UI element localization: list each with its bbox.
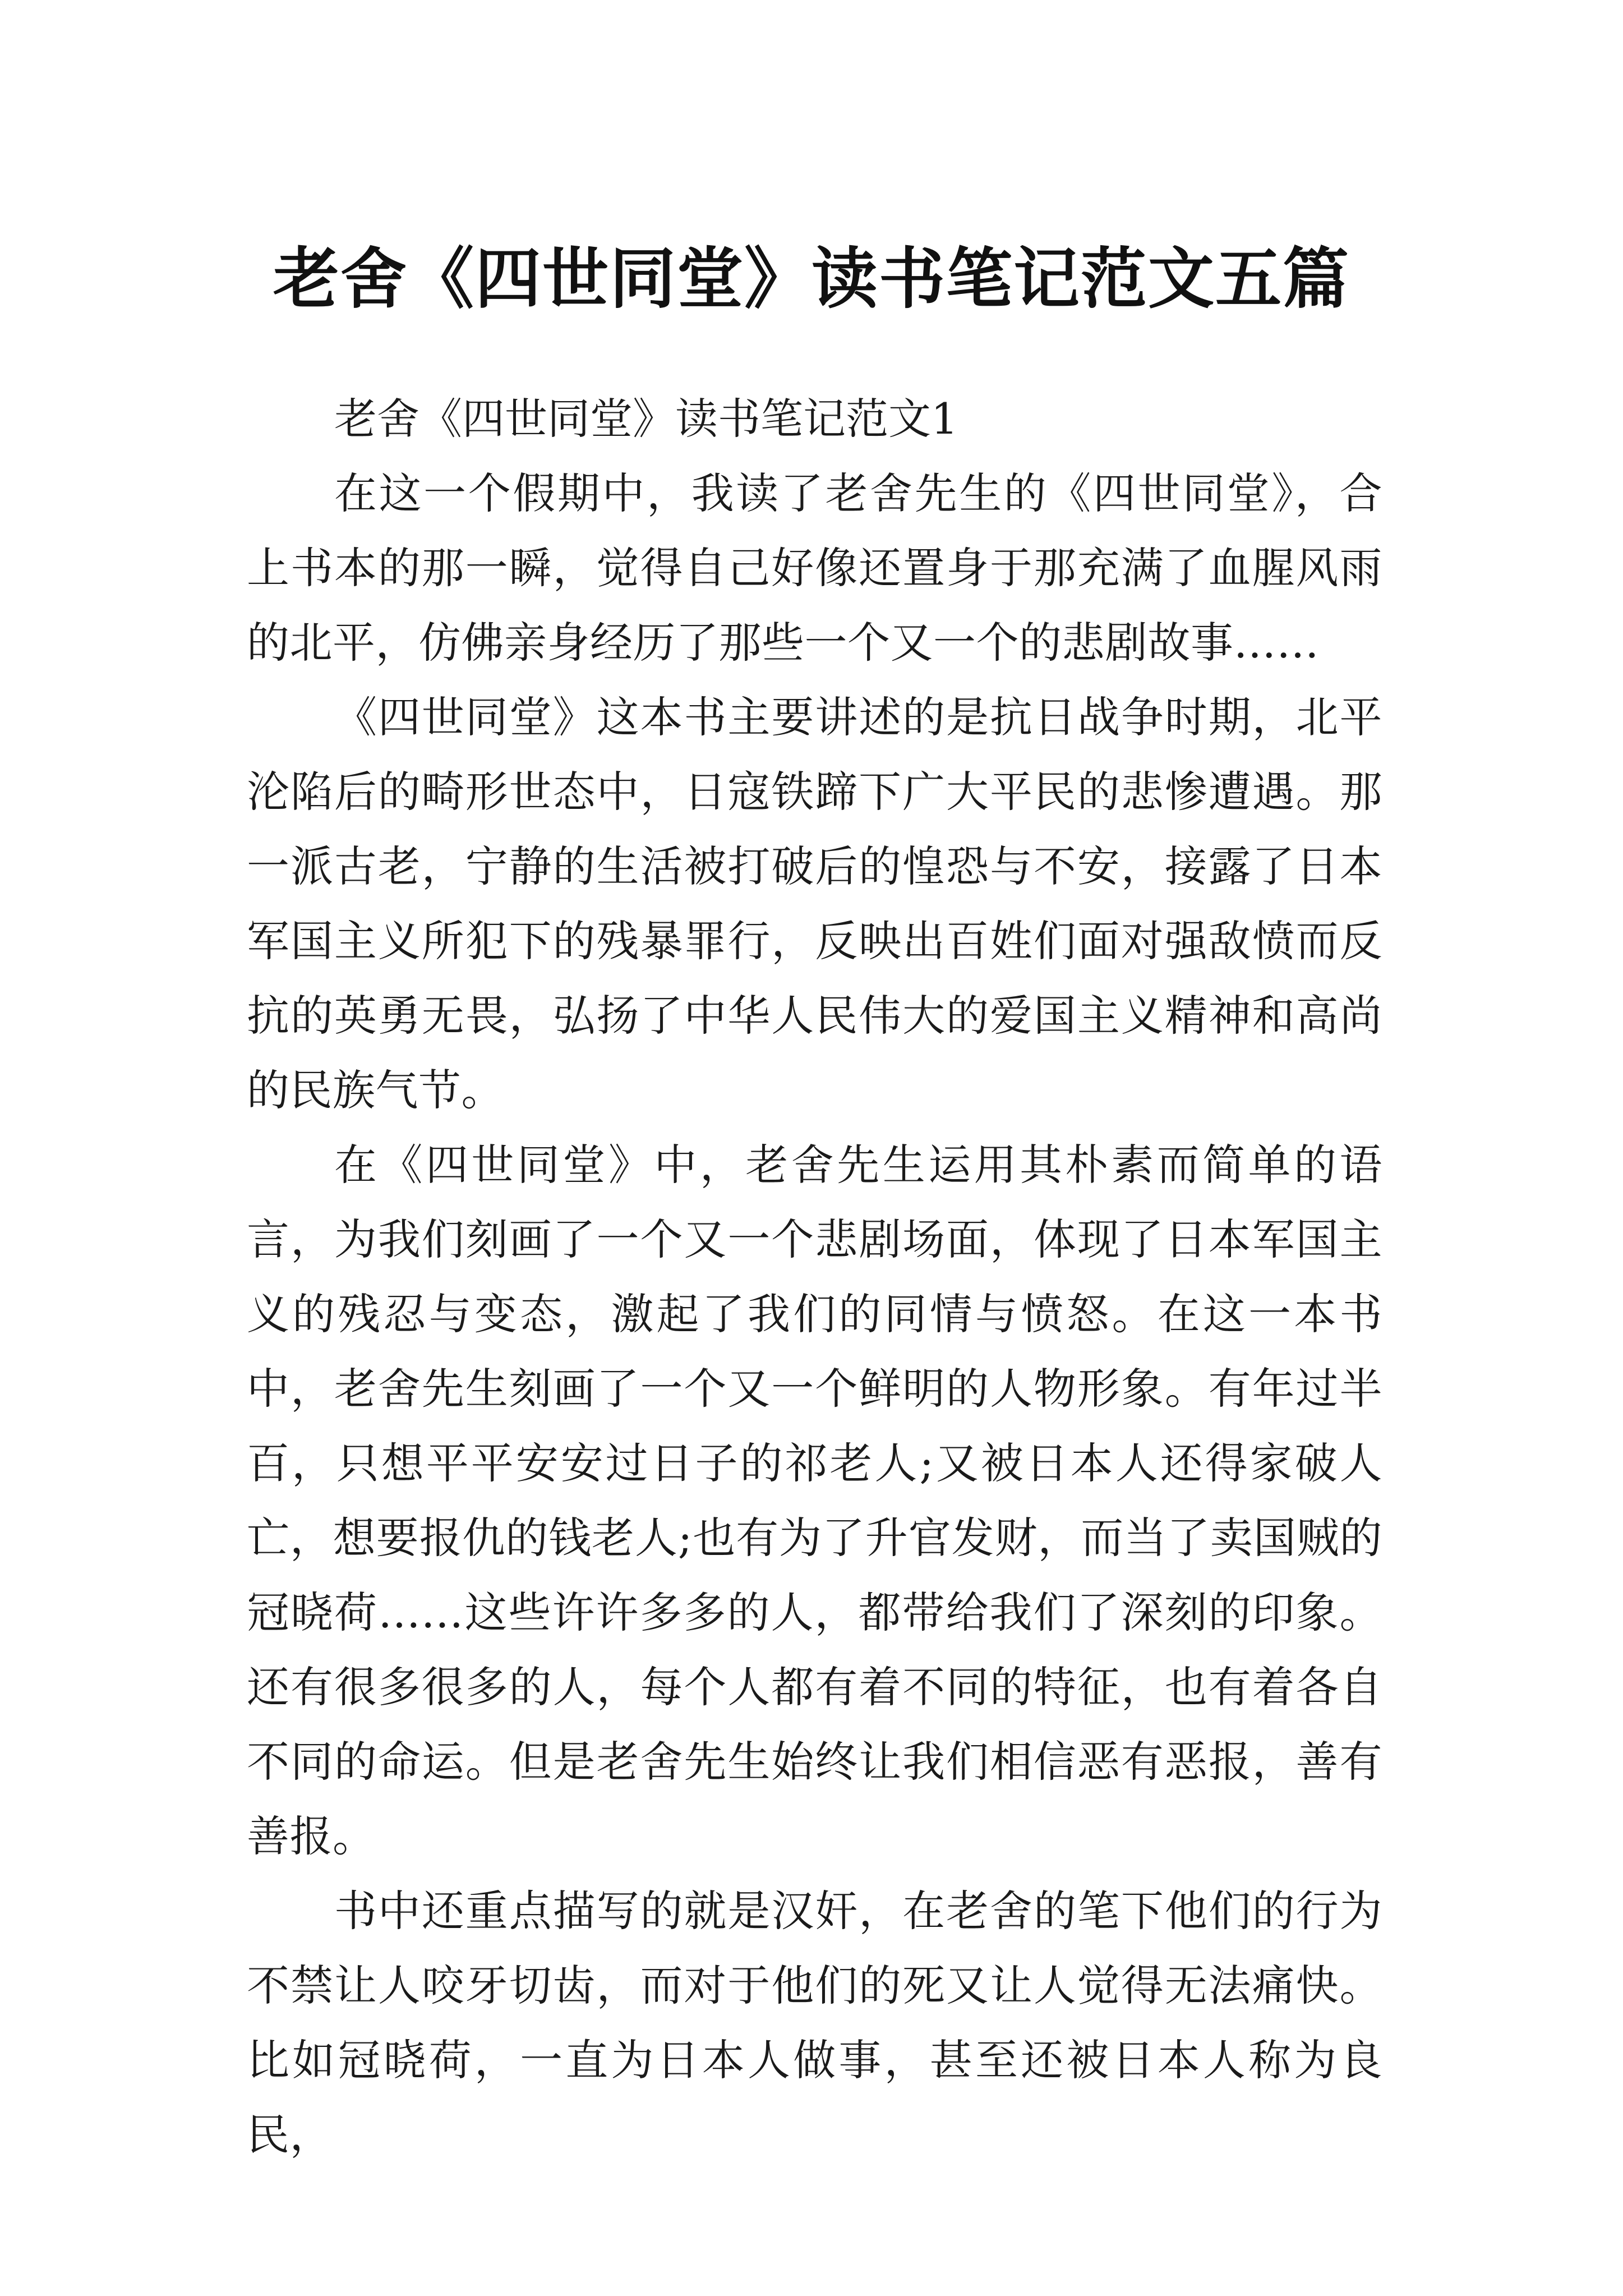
paragraph-summary: 《四世同堂》这本书主要讲述的是抗日战争时期，北平沦陷后的畸形世态中，日寇铁蹄下广大平民的悲惨遭遇。那一派古老，宁静的生活被打破后的惶恐与不安，接露了日本军国主义所犯下的残暴罪行，反映出百姓们面对强敌愤而反抗的英勇无畏，弘扬了中华人民伟大的爱国主义精神和高尚的民族气节。 bbox=[247, 692, 1382, 1115]
section-heading: 老舍《四世同堂》读书笔记范文1 bbox=[334, 394, 958, 444]
paragraph-intro: 在这一个假期中，我读了老舍先生的《四世同堂》，合上书本的那一瞬，觉得自己好像还置身于那充满了血腥风雨的北平，仿佛亲身经历了那些一个又一个的悲剧故事…… bbox=[247, 468, 1382, 668]
paragraph-characters: 在《四世同堂》中，老舍先生运用其朴素而简单的语言，为我们刻画了一个又一个悲剧场面，体现了日本军国主义的残忍与变态，激起了我们的同情与愤怒。在这一本书中，老舍先生刻画了一个又一个鲜明的人物形象。有年过半百，只想平平安安过日子的祁老人;又被日本人还得家破人亡，想要报仇的钱老人;也有为了升官发财，而当了卖国贼的冠晓荷……这些许许多多的人，都带给我们了深刻的印象。还有很多很多的人，每个人都有着不同的特征，也有着各自不同的命运。但是老舍先生始终让我们相信恶有恶报，善有善报。 bbox=[247, 1140, 1382, 1861]
document-title: 老舍《四世同堂》读书笔记范文五篇 bbox=[273, 240, 1350, 318]
paragraph-traitors: 书中还重点描写的就是汉奸，在老舍的笔下他们的行为不禁让人咬牙切齿，而对于他们的死又让人觉得无法痛快。比如冠晓荷，一直为日本人做事，甚至还被日本人称为良民， bbox=[247, 1886, 1382, 2160]
document-body bbox=[247, 381, 1382, 2172]
